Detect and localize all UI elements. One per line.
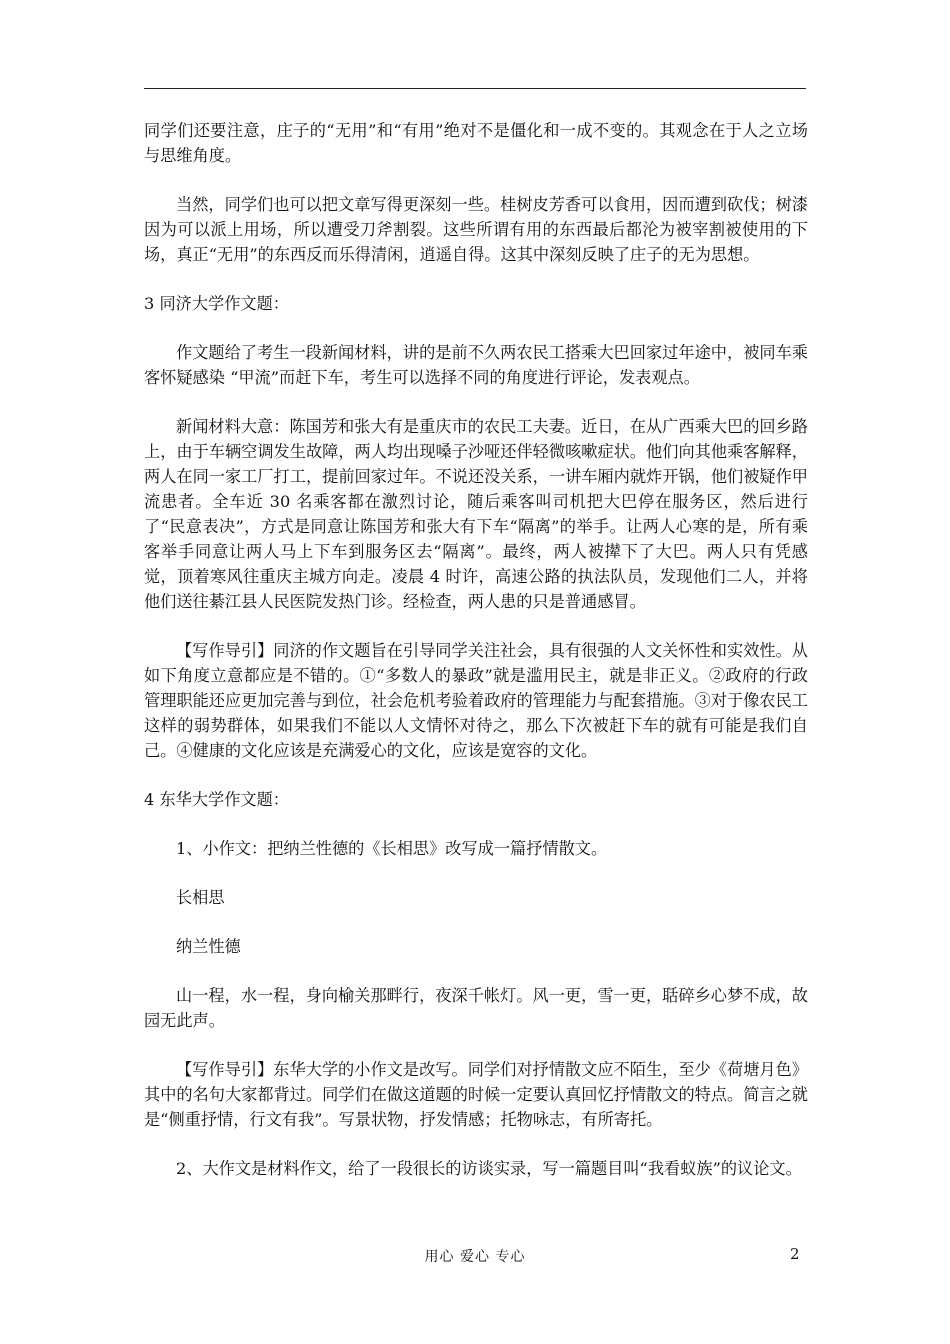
document-body <box>144 118 808 1205</box>
paragraph: 2、大作文是材料作文，给了一段很长的访谈实录，写一篇题目叫“我看蚁族”的议论文。 <box>176 1159 802 1178</box>
paragraph: 纳兰性德 <box>176 937 241 956</box>
paragraph: 新闻材料大意：陈国芳和张大有是重庆市的农民工夫妻。近日，在从广西乘大巴的回乡路上，由于车辆空调发生故障，两人均出现嗓子沙哑还伴轻微咳嗽症状。他们向其他乘客解释，两人在同一家工厂打工，提前回家过年。不说还没关系，一讲车厢内就炸开锅，他们被疑作甲流患者。全车近 30 名乘客都在激烈讨论，随后乘客叫司机把大巴停在服务区，然后进行了“民意表决”，方式是同意让陈国芳和张大有下车“隔离”的举手。让两人心寒的是，所有乘客举手同意让两人马上下车到服务区去“隔离”。最终，两人被撵下了大巴。两人只有凭感觉，顶着寒风往重庆主城方向走。凌晨 4 时许，高速公路的执法队员，发现他们二人，并将他们送往綦江县人民医院发热门诊。经检查，两人患的只是普通感冒。 <box>144 417 808 611</box>
paragraph: 【写作导引】东华大学的小作文是改写。同学们对抒情散文应不陌生，至少《荷塘月色》其中的名句大家都背过。同学们在做这道题的时候一定要认真回忆抒情散文的特点。简言之就是“侧重抒情，行文有我”。写景状物，抒发情感；托物咏志，有所寄托。 <box>144 1060 808 1129</box>
header-rule <box>144 88 806 89</box>
paragraph: 4 东华大学作文题： <box>144 790 289 809</box>
paragraph: 【写作导引】同济的作文题旨在引导同学关注社会，具有很强的人文关怀性和实效性。从如下角度立意都应是不错的。①“多数人的暴政”就是滥用民主，就是非正义。②政府的行政管理职能还应更加完善与到位，社会危机考验着政府的管理能力与配套措施。③对于像农民工这样的弱势群体，如果我们不能以人文情怀对待之，那么下次被赶下车的就有可能是我们自己。④健康的文化应该是充满爱心的文化，应该是宽容的文化。 <box>144 641 808 760</box>
page-number: 2 <box>790 1245 800 1263</box>
footer-motto: 用心 爱心 专心 <box>424 1249 526 1265</box>
paragraph: 当然，同学们也可以把文章写得更深刻一些。桂树皮芳香可以食用，因而遭到砍伐；树漆因为可以派上用场，所以遭受刀斧割裂。这些所谓有用的东西最后都沦为被宰割被使用的下场，真正“无用”的东西反而乐得清闲，逍遥自得。这其中深刻反映了庄子的无为思想。 <box>144 195 808 264</box>
paragraph: 同学们还要注意，庄子的“无用”和“有用”绝对不是僵化和一成不变的。其观念在于人之立场与思维角度。 <box>144 121 808 165</box>
paragraph: 山一程，水一程，身向榆关那畔行，夜深千帐灯。风一更，雪一更，聒碎乡心梦不成，故园无此声。 <box>144 986 808 1030</box>
paragraph: 长相思 <box>176 888 225 907</box>
paragraph: 1、小作文：把纳兰性德的《长相思》改写成一篇抒情散文。 <box>176 839 608 858</box>
paragraph: 作文题给了考生一段新闻材料，讲的是前不久两农民工搭乘大巴回家过年途中，被同车乘客怀疑感染 “甲流”而赶下车，考生可以选择不同的角度进行评论，发表观点。 <box>144 343 808 387</box>
paragraph: 3 同济大学作文题： <box>144 294 289 313</box>
